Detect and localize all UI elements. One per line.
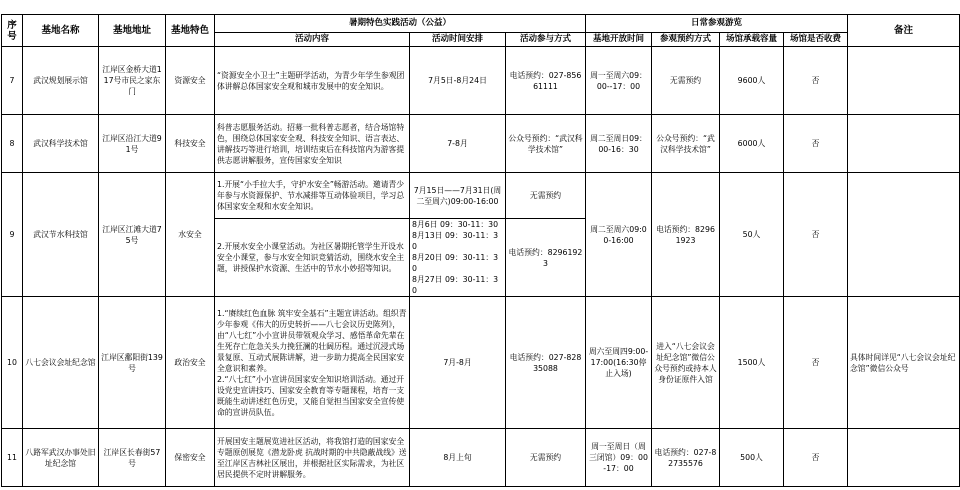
row-seq: 9 <box>2 173 23 297</box>
row-feature: 资源安全 <box>166 47 215 115</box>
row-booking: 无需预约 <box>652 47 720 115</box>
table-row <box>2 173 960 219</box>
row-capacity: 6000人 <box>720 115 784 173</box>
activity-content: 科普志愿服务活动。招募一批科普志愿者，结合场馆特色，围绕总体国家安全观、科技安全知识、语言表达、讲解技巧等进行培训，培训结束后在科技馆内为游客提供志愿讲解服务，宣传国家安全知识 <box>215 115 410 173</box>
activity-time: 7月15日——7月31日(周二至周六)09:00-16:00 <box>410 173 506 219</box>
table-row <box>2 115 960 173</box>
header-activity-time: 活动时间安排 <box>410 33 506 47</box>
row-address: 江岸区沿江大道91号 <box>99 115 166 173</box>
row-opening-hours: 周六至周四9:00-17:00(16:30停止入场) <box>586 297 652 429</box>
row-remark <box>848 115 960 173</box>
activity-time: 8月6日 09：30-11：30 8月13日 09：30-11：30 8月20日 09：30-11：30 8月27日 09：30-11：30 <box>410 219 506 297</box>
header-capacity: 场馆承载容量 <box>720 33 784 47</box>
row-booking: 电话预约：027-82735576 <box>652 429 720 487</box>
row-seq: 7 <box>2 47 23 115</box>
row-capacity: 1500人 <box>720 297 784 429</box>
header-seq: 序号 <box>2 15 23 47</box>
row-fee: 否 <box>784 47 848 115</box>
activity-content: 1.“赓续红色血脉 筑牢安全基石”主题宣讲活动。组织青少年参观《伟大的历史转折——八七会议历史陈列》，由“八七红”小小宣讲员带领观众学习、感悟革命先辈在生死存亡危急关头力挽狂澜的壮阔历程。通过沉浸式场景复原、互动式展陈讲解，进一步助力提高全民国家安全意识和素养。 2.“八七红”小小宣讲员国家安全知识培训活动。通过开设党史宣讲技巧、国家安全教育等专题课程，培育一支既能生动讲述红色历史，又能自觉担当国家安全宣传使命的宣讲员队伍。 <box>215 297 410 429</box>
row-seq: 11 <box>2 429 23 487</box>
table-row <box>2 429 960 487</box>
activity-participation: 无需预约 <box>506 429 586 487</box>
row-seq: 8 <box>2 115 23 173</box>
row-opening-hours: 周二至周六09:00-16:00 <box>586 173 652 297</box>
row-opening-hours: 周一至周六09：00--17：00 <box>586 47 652 115</box>
row-address: 江岸区金桥大道117号市民之家东门 <box>99 47 166 115</box>
activity-time: 7月-8月 <box>410 297 506 429</box>
row-opening-hours: 周二至周日09：00-16：30 <box>586 115 652 173</box>
row-feature: 政治安全 <box>166 297 215 429</box>
row-fee: 否 <box>784 115 848 173</box>
row-name: 武汉规划展示馆 <box>23 47 99 115</box>
row-feature: 科技安全 <box>166 115 215 173</box>
row-address: 江岸区江滩大道75号 <box>99 173 166 297</box>
activity-content: 开展国安主题展览进社区活动，将我馆打造的国家安全专题原创展览《潜龙卧虎 抗战时期的中共隐蔽战线》送至江岸区吉林社区展出，并根据社区实际需求，为社区居民提供不定时讲解服务。 <box>215 429 410 487</box>
header-remark: 备注 <box>848 15 960 47</box>
row-opening-hours: 周一至周日（周三闭馆）09：00-17：00 <box>586 429 652 487</box>
row-booking: 电话预约：82961923 <box>652 173 720 297</box>
table-row <box>2 297 960 429</box>
activity-participation: 电话预约：027-82835088 <box>506 297 586 429</box>
header-activity-content: 活动内容 <box>215 33 410 47</box>
header-name: 基地名称 <box>23 15 99 47</box>
row-booking: 进入“八七会议会址纪念馆”微信公众号预约或持本人身份证原件入馆 <box>652 297 720 429</box>
row-name: 武汉科学技术馆 <box>23 115 99 173</box>
row-remark <box>848 173 960 297</box>
row-name: 八七会议会址纪念馆 <box>23 297 99 429</box>
row-fee: 否 <box>784 297 848 429</box>
header-daily-group: 日常参观游览 <box>586 15 848 33</box>
row-address: 江岸区鄱阳街139号 <box>99 297 166 429</box>
activity-content: 2.开展水安全小课堂活动。为社区暑期托管学生开设水安全小课堂，参与水安全知识竞猜活动，围绕水安全主题，讲授保护水资源、生活中的节水小妙招等知识。 <box>215 219 410 297</box>
row-address: 江岸区长春街57号 <box>99 429 166 487</box>
activity-content: 1.开展“小手拉大手，守护水安全”畅游活动。邀请青少年参与水资源保护、节水减排等互动体验项目，学习总体国家安全观和水安全知识。 <box>215 173 410 219</box>
activity-participation: 公众号预约：“武汉科学技术馆” <box>506 115 586 173</box>
row-remark <box>848 47 960 115</box>
header-feature: 基地特色 <box>166 15 215 47</box>
row-remark <box>848 429 960 487</box>
header-opening-hours: 基地开放时间 <box>586 33 652 47</box>
activity-participation: 电话预约：027-85661111 <box>506 47 586 115</box>
table-row <box>2 47 960 115</box>
row-name: 八路军武汉办事处旧址纪念馆 <box>23 429 99 487</box>
row-fee: 否 <box>784 429 848 487</box>
activity-time: 8月上旬 <box>410 429 506 487</box>
row-capacity: 9600人 <box>720 47 784 115</box>
row-capacity: 500人 <box>720 429 784 487</box>
header-summer-group: 暑期特色实践活动（公益） <box>215 15 586 33</box>
header-booking: 参观预约方式 <box>652 33 720 47</box>
practice-base-table <box>1 14 960 487</box>
row-feature: 保密安全 <box>166 429 215 487</box>
row-remark: 具体时间详见“八七会议会址纪念馆”微信公众号 <box>848 297 960 429</box>
header-fee: 场馆是否收费 <box>784 33 848 47</box>
activity-participation: 无需预约 <box>506 173 586 219</box>
row-name: 武汉节水科技馆 <box>23 173 99 297</box>
header-address: 基地地址 <box>99 15 166 47</box>
row-fee: 否 <box>784 173 848 297</box>
row-feature: 水安全 <box>166 173 215 297</box>
activity-content: “资源安全小卫士”主题研学活动，为青少年学生参观团体讲解总体国家安全观和城市发展中的安全知识。 <box>215 47 410 115</box>
header-participation: 活动参与方式 <box>506 33 586 47</box>
activity-time: 7-8月 <box>410 115 506 173</box>
activity-time: 7月5日-8月24日 <box>410 47 506 115</box>
row-booking: 公众号预约：“武汉科学技术馆” <box>652 115 720 173</box>
row-capacity: 50人 <box>720 173 784 297</box>
activity-participation: 电话预约：82961923 <box>506 219 586 297</box>
row-seq: 10 <box>2 297 23 429</box>
